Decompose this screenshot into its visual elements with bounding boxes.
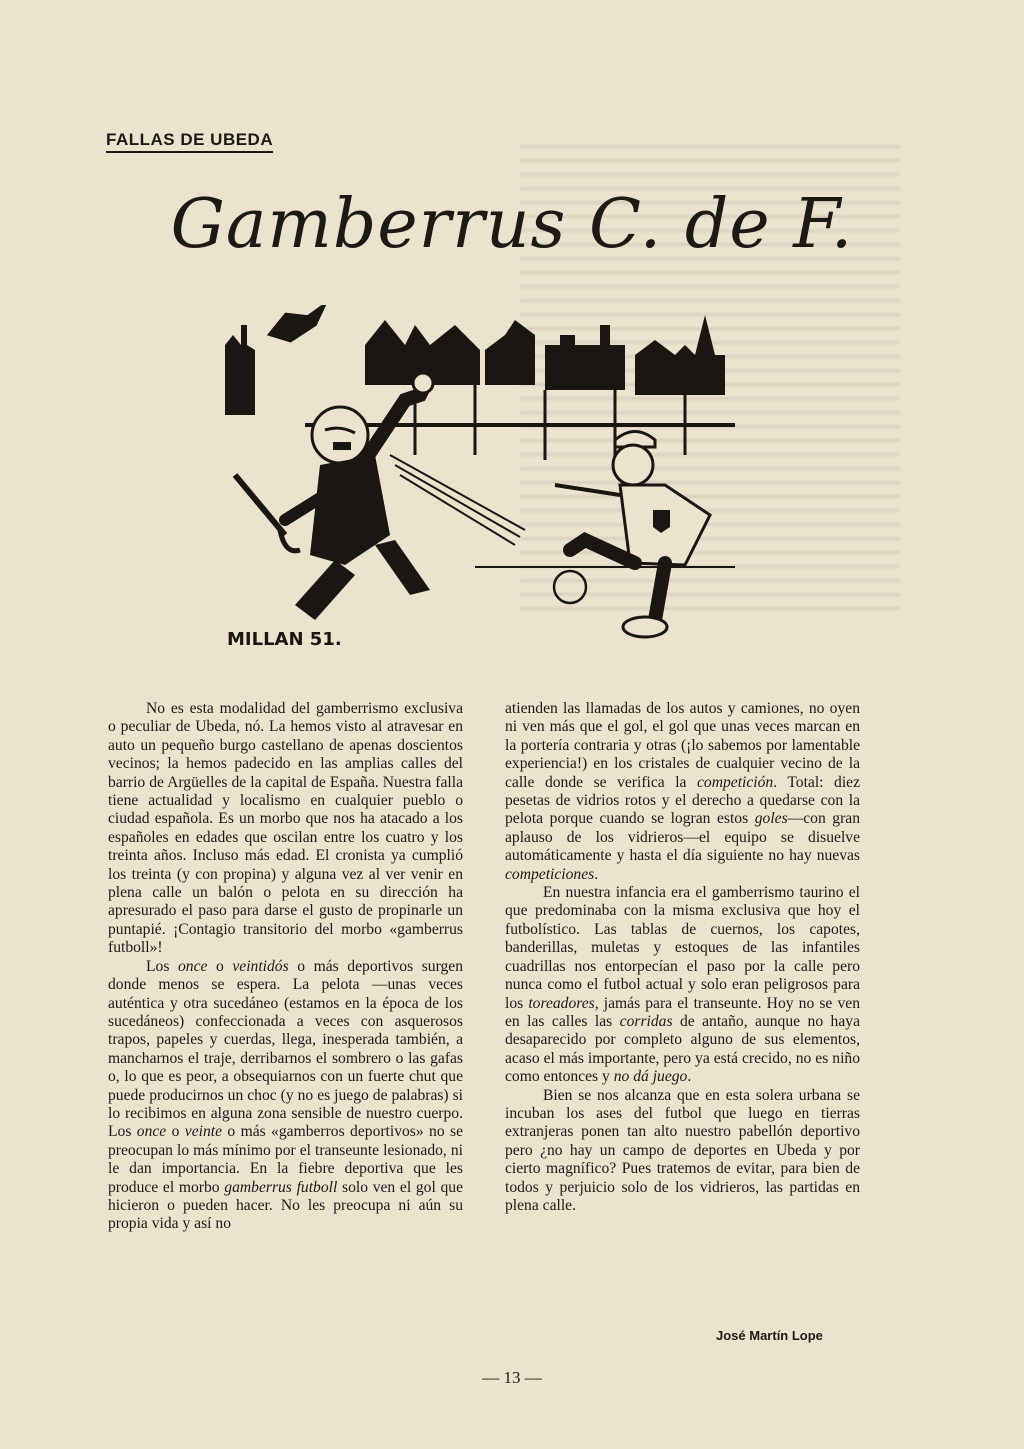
- section-label: FALLAS DE UBEDA: [106, 130, 273, 153]
- cartoon-illustration: [215, 305, 755, 655]
- paragraph: No es esta modalidad del gamberrismo exclusiva o peculiar de Ubeda, nó. La hemos visto al atravesar en auto un pequeño burgo castellano de apenas doscientos vecinos; la hemos padecido en las amplias calles del barrio de Argüelles de la capital de España. Nuestra falla tiene actualidad y localismo en cualquier pueblo o ciudad española. Es un morbo que nos ha atacado a los españoles en edades que oscilan entre los cuatro y los treinta años. Incluso más edad. El cronista ya cumplió los treinta (y con propina) y alguna vez al ver venir en plena calle un balón o pelota en su dirección ha apresurado el paso para darse el gusto de propinarle un puntapié. ¡Contagio transitorio del morbo «gamberrus futboll»!: [108, 700, 463, 957]
- page-number: — 13 —: [482, 1368, 542, 1387]
- article-column-right: [505, 700, 860, 1215]
- paragraph: Bien se nos alcanza que en esta solera urbana se incuban los ases del futbol que luego en tierras extranjeras ponen tan alto nuestro pabellón deportivo pero ¿no hay un campo de deportes en Ubeda y por cierto magnífico? Pues tratemos de evitar, para bien de todos y perjuicio solo de los vidrieros, las partidas en plena calle.: [505, 1086, 860, 1214]
- football-icon: [554, 571, 586, 603]
- paragraph: Los once o veintidós o más deportivos surgen donde menos se espera. La pelota —unas veces auténtica y otra sucedáneo (estamos en la época de los sucedáneos) confeccionada a veces con asquerosos trapos, papeles y cuerdas, llega, inesperada también, a mancharnos el traje, derribarnos el sombrero o las gafas o, lo que es peor, a obsequiarnos con un fuerte chut que puede producirnos un choc (y no es juego de palabras) si lo recibimos en alguna zona sensible de nuestro cuerpo. Los once o veinte o más «gamberros deportivos» no se preocupan lo más mínimo por el transeunte lesionado, ni le dan importancia. En la fiebre deportiva que les produce el morbo gamberrus futboll solo ven el gol que hicieron o pueden hacer. No les preocupa ni aún su propia vida y así no: [108, 957, 464, 1233]
- article-title: Gamberrus C. de F.: [170, 185, 854, 264]
- footballer-figure: [555, 432, 710, 638]
- illustrator-signature: MILLAN 51.: [227, 629, 342, 650]
- paragraph: atienden las llamadas de los autos y camiones, no oyen ni ven más que el gol, el gol que unas veces marcan en la portería contraria y otras (¡lo sabemos por lamentable experiencia!) en los cristales de cualquier vecino de la calle donde se verifica la competición. Total: diez pesetas de vidrios rotos y el derecho a quedarse con la pelota porque cuando se logran estos goles—con gran aplauso de los vidrieros—el equipo se disuelve automáticamente y hasta el día siguiente no hay nuevas competiciones.: [505, 700, 861, 883]
- paragraph: En nuestra infancia era el gamberrismo taurino el que predominaba con la misma exclusiva que hoy el futbolístico. Las tablas de cuernos, los capotes, banderillas, muletas y estoques de las infantiles cuadrillas nos entorpecían el paso por la calle pero nunca como el futbol actual y solo eran peligrosos para los toreadores, jamás para el transeunte. Hoy no se ven en las calles las corridas de antaño, aunque no haya desaparecido por completo alguno de sus elementos, acaso el más importante, pero ya está crecido, no es niño como entonces y no dá juego.: [505, 884, 860, 1086]
- article-column-left: [108, 700, 463, 1234]
- author-name: José Martín Lope: [716, 1328, 823, 1343]
